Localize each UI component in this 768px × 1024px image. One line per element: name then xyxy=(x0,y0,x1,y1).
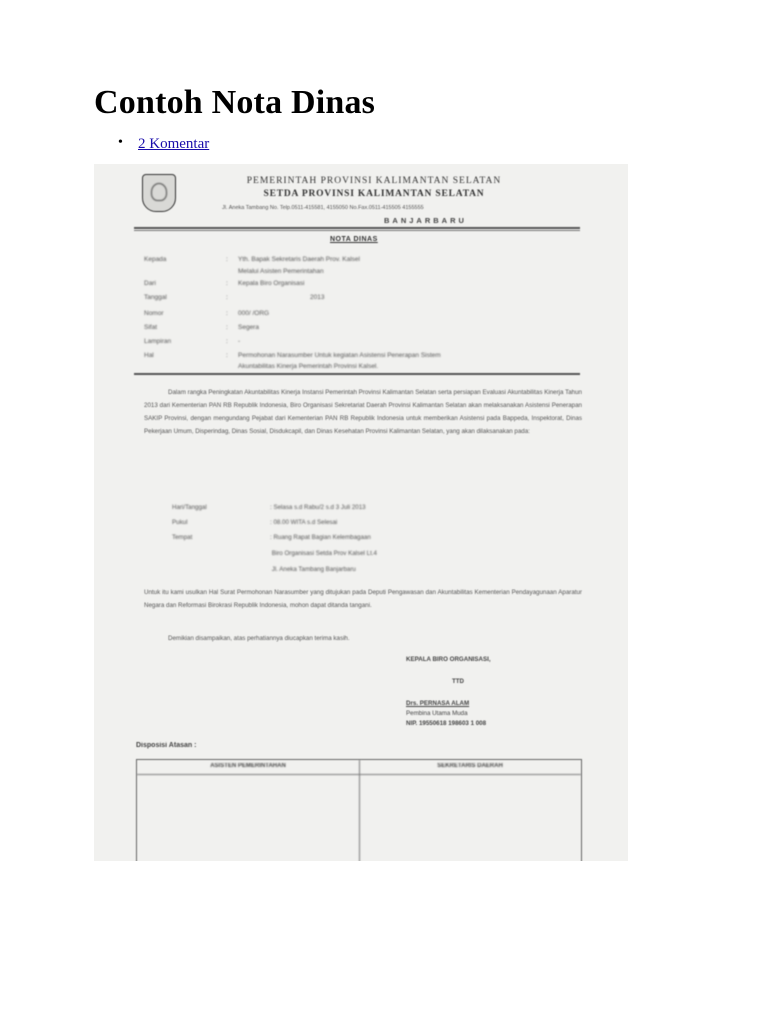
field-row: Akuntabilitas Kinerja Pemerintah Provinsi Kalsel. xyxy=(238,363,379,370)
comment-item xyxy=(118,136,209,153)
signature-rank: Pembina Utama Muda xyxy=(406,710,468,717)
body-paragraph-2: Untuk itu kami usulkan Hal Surat Permohonan Narasumber yang ditujukan pada Deputi Pengawasan dan Akuntabilitas Kementerian Pendayagunaan Aparatur Negara dan Reformasi Birokrasi Republik Indonesia, mohon dapat ditanda tangani. xyxy=(144,589,582,609)
field-row: Nomor : 000/ /ORG xyxy=(144,310,270,317)
field-row: Dari : Kepala Biro Organisasi xyxy=(144,280,305,287)
field-row: Melalui Asisten Pemerintahan xyxy=(238,268,324,275)
letterhead-line1: PEMERINTAH PROVINSI KALIMANTAN SELATAN xyxy=(246,176,502,186)
letterhead-city: BANJARBARU xyxy=(384,216,467,225)
header-fields-rule xyxy=(134,373,580,375)
page-title: Contoh Nota Dinas xyxy=(94,84,376,121)
comments-link[interactable]: 2 Komentar xyxy=(138,136,210,152)
disposition-table xyxy=(136,759,582,861)
table-header-asisten: ASISTEN PEMERINTAHAN xyxy=(210,763,286,769)
letterhead-address: Jl. Aneka Tambang No. Telp.0511-415581, 4155050 No.Fax.0511-415505 4155555 xyxy=(222,205,424,211)
post-meta-list xyxy=(118,136,209,153)
nota-dinas-title: NOTA DINAS xyxy=(330,236,378,243)
government-logo-icon xyxy=(142,174,176,212)
field-row: Tanggal : 2013 xyxy=(144,294,325,301)
schedule-row: Tempat : Ruang Rapat Bagian Kelembagaan xyxy=(172,534,371,541)
signature-ttd: TTD xyxy=(452,678,465,685)
schedule-row: Jl. Aneka Tambang Banjarbaru xyxy=(270,566,356,573)
table-header-sekda: SEKRETARIS DAERAH xyxy=(437,763,503,769)
schedule-row: Pukul : 08.00 WITA s.d Selesai xyxy=(172,519,338,526)
schedule-row: Biro Organisasi Setda Prov Kalsel Lt.4 xyxy=(270,550,377,557)
letterhead-line2: SETDA PROVINSI KALIMANTAN SELATAN xyxy=(263,189,485,199)
disposisi-label: Disposisi Atasan : xyxy=(136,742,197,749)
signature-nip: NIP. 19550618 198603 1 008 xyxy=(406,720,487,727)
field-row: Kepada : Yth. Bapak Sekretaris Daerah Prov. Kalsel xyxy=(144,256,360,263)
signature-title: KEPALA BIRO ORGANISASI, xyxy=(406,656,491,663)
body-paragraph-1: Dalam rangka Peningkatan Akuntabilitas Kinerja Instansi Pemerintah Provinsi Kalimantan Selatan serta persiapan Evaluasi Akuntabilitas Kinerja Tahun 2013 dari Kementerian PAN RB Republik Indonesia, Biro Organisasi Sekretariat Daerah Provinsi Kalimantan Selatan akan melaksanakan Asistensi Penerapan SAKIP Provinsi, dengan mengundang Pejabat dari Kementerian PAN RB Republik Indonesia untuk memberikan Asistensi pada Bappeda, Inspektorat, Dinas Pekerjaan Umum, Disperindag, Dinas Sosial, Disdukcapil, dan Dinas Kesehatan Provinsi Kalimantan Selatan, yang akan dilaksanakan pada: xyxy=(144,389,582,435)
field-row: Hal : Permohonan Narasumber Untuk kegiatan Asistensi Penerapan Sistem xyxy=(144,352,441,359)
letterhead-rule xyxy=(134,227,580,229)
schedule-row: Hari/Tanggal : Selasa s.d Rabu/2 s.d 3 Juli 2013 xyxy=(172,504,366,511)
scanned-document-image xyxy=(94,164,628,861)
field-row: Lampiran : - xyxy=(144,338,241,345)
letterhead-rule-thin xyxy=(134,230,580,231)
field-row: Sifat : Segera xyxy=(144,324,259,331)
body-paragraph-3: Demikian disampaikan, atas perhatiannya diucapkan terima kasih. xyxy=(168,635,350,642)
signature-name: Drs. PERNASA ALAM xyxy=(406,700,470,707)
bullet: • xyxy=(118,135,123,150)
